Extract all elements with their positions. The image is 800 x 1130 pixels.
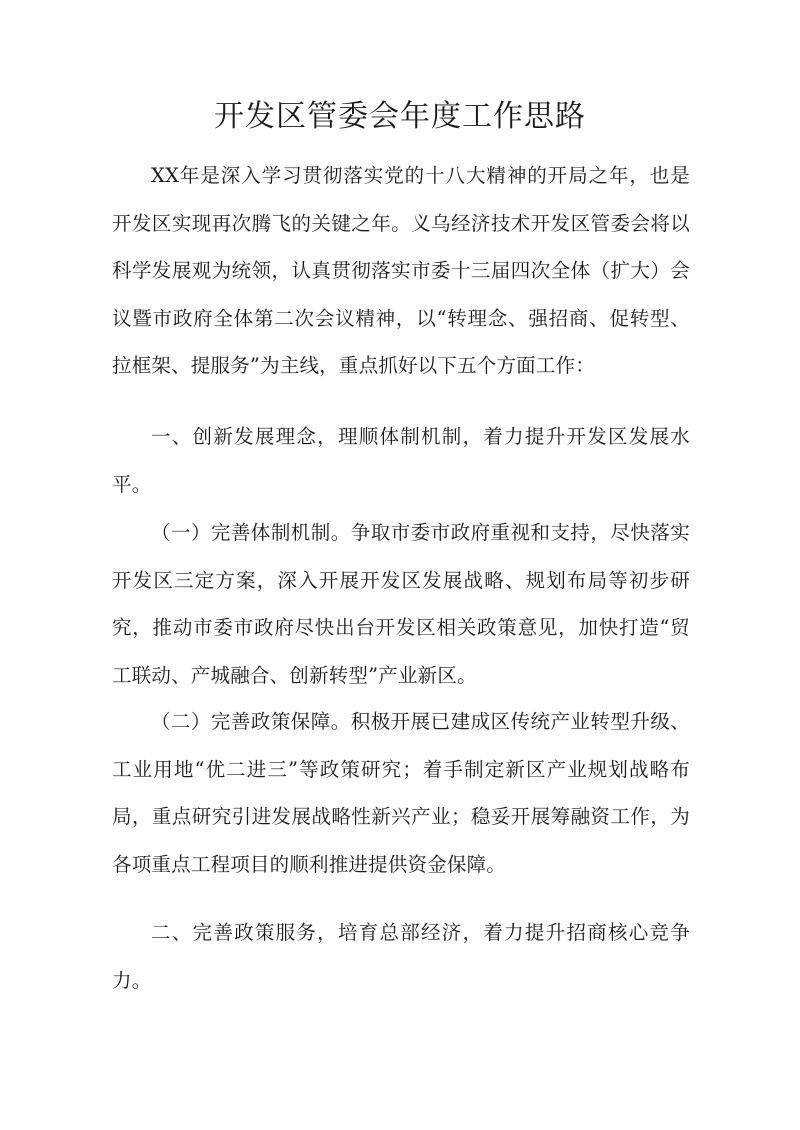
paragraph-section-2-heading: 二、完善政策服务，培育总部经济，着力提升招商核心竞争力。 — [112, 921, 690, 992]
paragraph-section-1-item-1: （一）完善体制机制。争取市委市政府重视和支持，尽快落实开发区三定方案，深入开展开发区发展战略、规划布局等初步研究，推动市委市政府尽快出台开发区相关政策意见，加快打造“贸工联动、产城融合、创新转型”产业新区。 — [112, 521, 690, 687]
page-title: 开发区管委会年度工作思路 — [214, 99, 586, 134]
paragraph-intro: XX年是深入学习贯彻落实党的十八大精神的开局之年，也是开发区实现再次腾飞的关键之年。义乌经济技术开发区管委会将以科学发展观为统领，认真贯彻落实市委十三届四次全体（扩大）会议暨市政府全体第二次会议精神，以“转理念、强招商、促转型、拉框架、提服务”为主线，重点抓好以下五个方面工作： — [112, 164, 690, 377]
paragraph-section-1-item-2: （二）完善政策保障。积极开展已建成区传统产业转型升级、工业用地“优二进三”等政策研究；着手制定新区产业规划战略布局，重点研究引进发展战略性新兴产业；稳妥开展筹融资工作，为各项重点工程项目的顺利推进提供资金保障。 — [112, 710, 690, 876]
paragraph-section-1-heading: 一、创新发展理念，理顺体制机制，着力提升开发区发展水平。 — [112, 425, 690, 496]
